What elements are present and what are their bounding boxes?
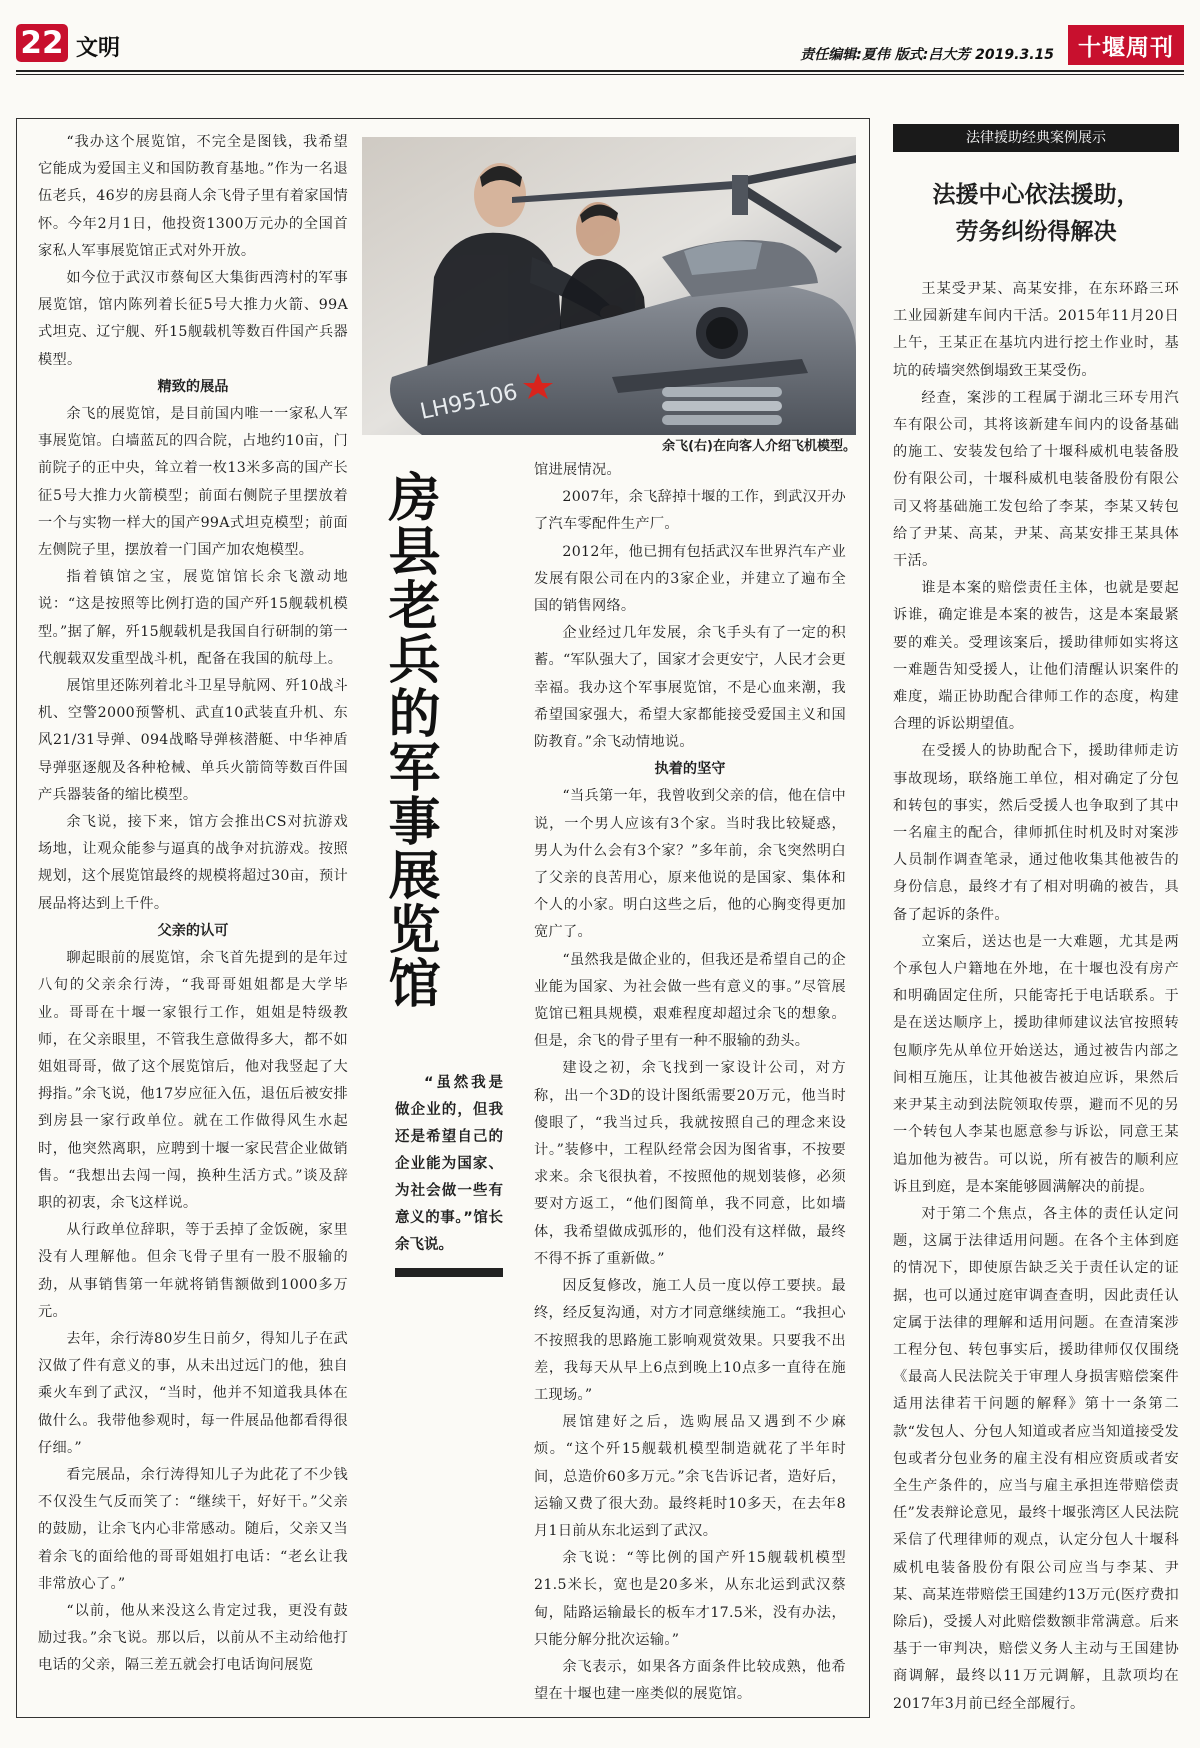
newspaper-masthead: 十堰周刊: [1068, 25, 1184, 65]
paragraph: 2007年，余飞辞掉十堰的工作，到武汉开办了汽车零配件生产厂。: [534, 489, 846, 533]
photo-caption: 余飞(右)在向客人介绍飞机模型。: [662, 439, 856, 454]
header-rule: [16, 70, 1184, 72]
sidebar-headline-line2: 劳务纠纷得解决: [955, 218, 1117, 245]
subheading: 执着的坚守: [654, 761, 726, 778]
header-rule-thin: [16, 74, 1184, 75]
article-column-right: [534, 457, 846, 1708]
paragraph: 展馆建好之后，选购展品又遇到不少麻烦。“这个歼15舰载机模型制造就花了半年时间，总造价60多万元。”余飞告诉记者，造好后，运输又费了很大劲。最终耗时10多天，在去年8月1日前从东北运到了武汉。: [534, 1414, 846, 1539]
paragraph: 经查，案涉的工程属于湖北三环专用汽车有限公司，其将该新建车间内的设备基础的施工、安装发包给了十堰科威机电装备股份有限公司，十堰科威机电装备股份有限公司又将基础施工发包给了李某，李某又转包给了尹某、高某，尹某、高某安排王某具体干活。: [893, 389, 1179, 570]
sidebar-headline: [893, 176, 1179, 250]
missile-rack: [662, 387, 782, 425]
paragraph: 在受援人的协助配合下，援助律师走访事故现场，联络施工单位，相对确定了分包和转包的事实，然后受援人也争取到了其中一名雇主的配合，律师抓住时机及时对案涉人员制作调查笔录，通过他收集其他被告的身份信息，最终才有了相对明确的被告，具备了起诉的条件。: [893, 743, 1179, 923]
tail-number: LH95106: [418, 379, 520, 425]
section-name: 文明: [76, 36, 121, 61]
paragraph: 指着镇馆之宝，展览馆馆长余飞激动地说：“这是按照等比例打造的国产歼15舰载机模型。”据了解，歼15舰载机是我国自行研制的第一代舰载双发重型战斗机，配备在我国的航母上。: [38, 569, 348, 667]
paragraph: “虽然我是做企业的，但我还是希望自己的企业能为国家、为社会做一些有意义的事。”尽管展览馆已粗具规模，艰难程度却超过余飞的想象。但是，余飞的骨子里有一种不服输的劲头。: [534, 951, 846, 1050]
paragraph: 建设之初，余飞找到一家设计公司，对方称，出一个3D的设计图纸需要20万元，他当时傻眼了，“我当过兵，我就按照自己的理念来设计。”装修中，工程队经常会因为图省事，不按要求来。余飞很执着，不按照他的规划装修，必须要对方返工，“他们图简单，我不同意，比如墙体，我希望做成弧形的，他们没有这样做，最终不得不拆了重新做。”: [534, 1060, 846, 1267]
article-column-left: [38, 129, 348, 1680]
helicopter-model-photo-illustration: [362, 137, 856, 435]
paragraph: 对于第二个焦点，各主体的责任认定问题，这属于法律适用问题。在各个主体到庭的情况下，即使原告缺乏关于责任认定的证据，也可以通过庭审调查查明，因此责任认定属于法律的理解和适用问题。在查清案涉工程分包、转包事实后，援助律师仅仅围绕《最高人民法院关于审理人身损害赔偿案件适用法律若干问题的解释》第十一条第二款“发包人、分包人知道或者应当知道接受发包或者分包业务的雇主没有相应资质或者安全生产条件的，应当与雇主承担连带赔偿责任”发表辩论意见，最终十堰张湾区人民法院采信了代理律师的观点，认定分包人十堰科威机电装备股份有限公司应当与李某、尹某、高某连带赔偿王国建约13万元(医疗费扣除后)，受援人对此赔偿数额非常满意。后来基于一审判决，赔偿义务人主动与王国建协商调解，最终以11万元调解，且款项均在2017年3月前已经全部履行。: [893, 1205, 1179, 1712]
page-number: 22: [16, 24, 68, 62]
subheading: 父亲的认可: [157, 922, 229, 939]
paragraph: 谁是本案的赔偿责任主体，也就是要起诉谁，确定谁是本案的被告，这是本案最紧要的难关。受理该案后，援助律师如实将这一难题告知受援人，让他们清醒认识案件的难度，端正协助配合律师工作的态度，构建合理的诉讼期望值。: [893, 580, 1179, 733]
paragraph: 余飞说，接下来，馆方会推出CS对抗游戏场地，让观众能参与逼真的战争对抗游戏。按照规划，这个展览馆最终的规模将超过30亩，预计展品将达到上千件。: [38, 814, 348, 912]
paragraph: 从行政单位辞职，等于丢掉了金饭碗，家里没有人理解他。但余飞骨子里有一股不服输的劲，从事销售第一年就将销售额做到1000多万元。: [38, 1222, 348, 1320]
paragraph: “当兵第一年，我曾收到父亲的信，他在信中说，一个男人应该有3个家。当时我比较疑惑，男人为什么会有3个家？”多年前，余飞突然明白了父亲的良苦用心，原来他说的是国家、集体和个人的小家。明白这些之后，他的心胸变得更加宽广了。: [534, 788, 846, 941]
paragraph: 企业经过几年发展，余飞手头有了一定的积蓄。“军队强大了，国家才会更安宁，人民才会更幸福。我办这个军事展览馆，不是心血来潮，我希望国家强大，希望大家都能接受爱国主义和国防教育。”余飞动情地说。: [534, 625, 846, 751]
subheading: 精致的展品: [157, 378, 229, 395]
paragraph: 余飞的展览馆，是目前国内唯一一家私人军事展览馆。白墙蓝瓦的四合院，占地约10亩，门前院子的正中央，耸立着一枚13米多高的国产长征5号大推力火箭模型；前面右侧院子里摆放着一个与实物一样大的国产99A式坦克模型；前面左侧院子里，摆放着一门国产加农炮模型。: [38, 406, 348, 559]
paragraph: 立案后，送达也是一大难题，尤其是两个承包人户籍地在外地，在十堰也没有房产和明确固定住所，只能寄托于电话联系。于是在送达顺序上，援助律师建议法官按照转包顺序先从单位开始送达，通过被告内部之间相互施压，让其他被告被迫应诉，果然后来尹某主动到法院领取传票，避而不见的另一个转包人李某也愿意参与诉讼，同意王某追加他为被告。可以说，所有被告的顺利应诉且到庭，是本案能够圆满解决的前提。: [893, 933, 1179, 1195]
paragraph: 展馆里还陈列着北斗卫星导航网、歼10战斗机、空警2000预警机、武直10武装直升机、东风21/31导弹、094战略导弹核潜艇、中华神盾导弹驱逐舰及各种枪械、单兵火箭筒等数百件国产兵器装备的缩比模型。: [38, 678, 348, 803]
pull-quote-bar: [395, 1268, 503, 1277]
page-header: [0, 0, 1200, 90]
paragraph: 因反复修改，施工人员一度以停工要挟。最终，经反复沟通，对方才同意继续施工。“我担心不按照我的思路施工影响观赏效果。只要我不出差，我每天从早上6点到晚上10点多一直待在施工现场。”: [534, 1278, 846, 1403]
paragraph: 余飞说：“等比例的国产歼15舰载机模型21.5米长，宽也是20多米，从东北运到武汉蔡甸，陆路运输最长的板车才17.5米，没有办法，只能分解分批次运输。”: [534, 1550, 846, 1648]
paragraph: 看完展品，余行涛得知儿子为此花了不少钱不仅没生气反而笑了：“继续干，好好干。”父亲的鼓励，让余飞内心非常感动。随后，父亲又当着余飞的面给他的哥哥姐姐打电话：“老幺让我非常放心了。”: [38, 1466, 348, 1592]
paragraph: 去年，余行涛80岁生日前夕，得知儿子在武汉做了件有意义的事，从未出过远门的他，独自乘火车到了武汉，“当时，他并不知道我具体在做什么。我带他参观时，每一件展品他都看得很仔细。”: [38, 1330, 348, 1456]
sidebar-headline-line1: 法援中心依法援助，: [932, 181, 1140, 208]
paragraph: 聊起眼前的展览馆，余飞首先提到的是年过八旬的父亲余行涛，“我哥哥姐姐都是大学毕业。哥哥在十堰一家银行工作，姐姐是特级教师，在父亲眼里，不管我生意做得多大，都不如姐姐哥哥，做了这个展览馆后，他对我竖起了大拇指。”余飞说，他17岁应征入伍，退伍后被安排到房县一家行政单位。就在工作做得风生水起时，他突然离职，应聘到十堰一家民营企业做销售。“我想出去闯一闯，换种生活方式。”谈及辞职的初衷，余飞这样说。: [38, 950, 348, 1211]
sidebar-column: [893, 276, 1179, 1718]
paragraph: “我办这个展览馆，不完全是图钱，我希望它能成为爱国主义和国防教育基地。”作为一名退伍老兵，46岁的房县商人余飞骨子里有着家国情怀。今年2月1日，他投资1300万元办的全国首家私人军事展览馆正式对外开放。: [38, 134, 348, 259]
editor-credits: 责任编辑:夏伟 版式:吕大芳 2019.3.15: [800, 47, 1054, 63]
paragraph: 余飞表示，如果各方面条件比较成熟，他希望在十堰也建一座类似的展览馆。: [534, 1658, 846, 1703]
paragraph: 王某受尹某、高某安排，在东环路三环工业园新建车间内干活。2015年11月20日上午，王某正在基坑内进行挖土作业时，基坑的砖墙突然倒塌致王某受伤。: [893, 281, 1179, 379]
article-photo: [362, 137, 856, 435]
paragraph: 馆进展情况。: [534, 462, 621, 478]
paragraph: 2012年，他已拥有包括武汉车世界汽车产业发展有限公司在内的3家企业，并建立了遍布全国的销售网络。: [534, 543, 846, 615]
sidebar-section-label: 法律援助经典案例展示: [893, 124, 1179, 152]
pull-quote: “虽然我是做企业的，但我还是希望自己的企业能为国家、为社会做一些有意义的事。”馆长余飞说。: [395, 1075, 503, 1253]
article-headline: 房县老兵的军事展览馆: [379, 470, 440, 1010]
paragraph: 如今位于武汉市蔡甸区大集街西湾村的军事展览馆，馆内陈列着长征5号大推力火箭、99A式坦克、辽宁舰、歼15舰载机等数百件国产兵器模型。: [38, 270, 348, 368]
paragraph: “以前，他从来没这么肯定过我，更没有鼓励过我。”余飞说。那以后，以前从不主动给他打电话的父亲，隔三差五就会打电话询问展览: [38, 1602, 348, 1674]
